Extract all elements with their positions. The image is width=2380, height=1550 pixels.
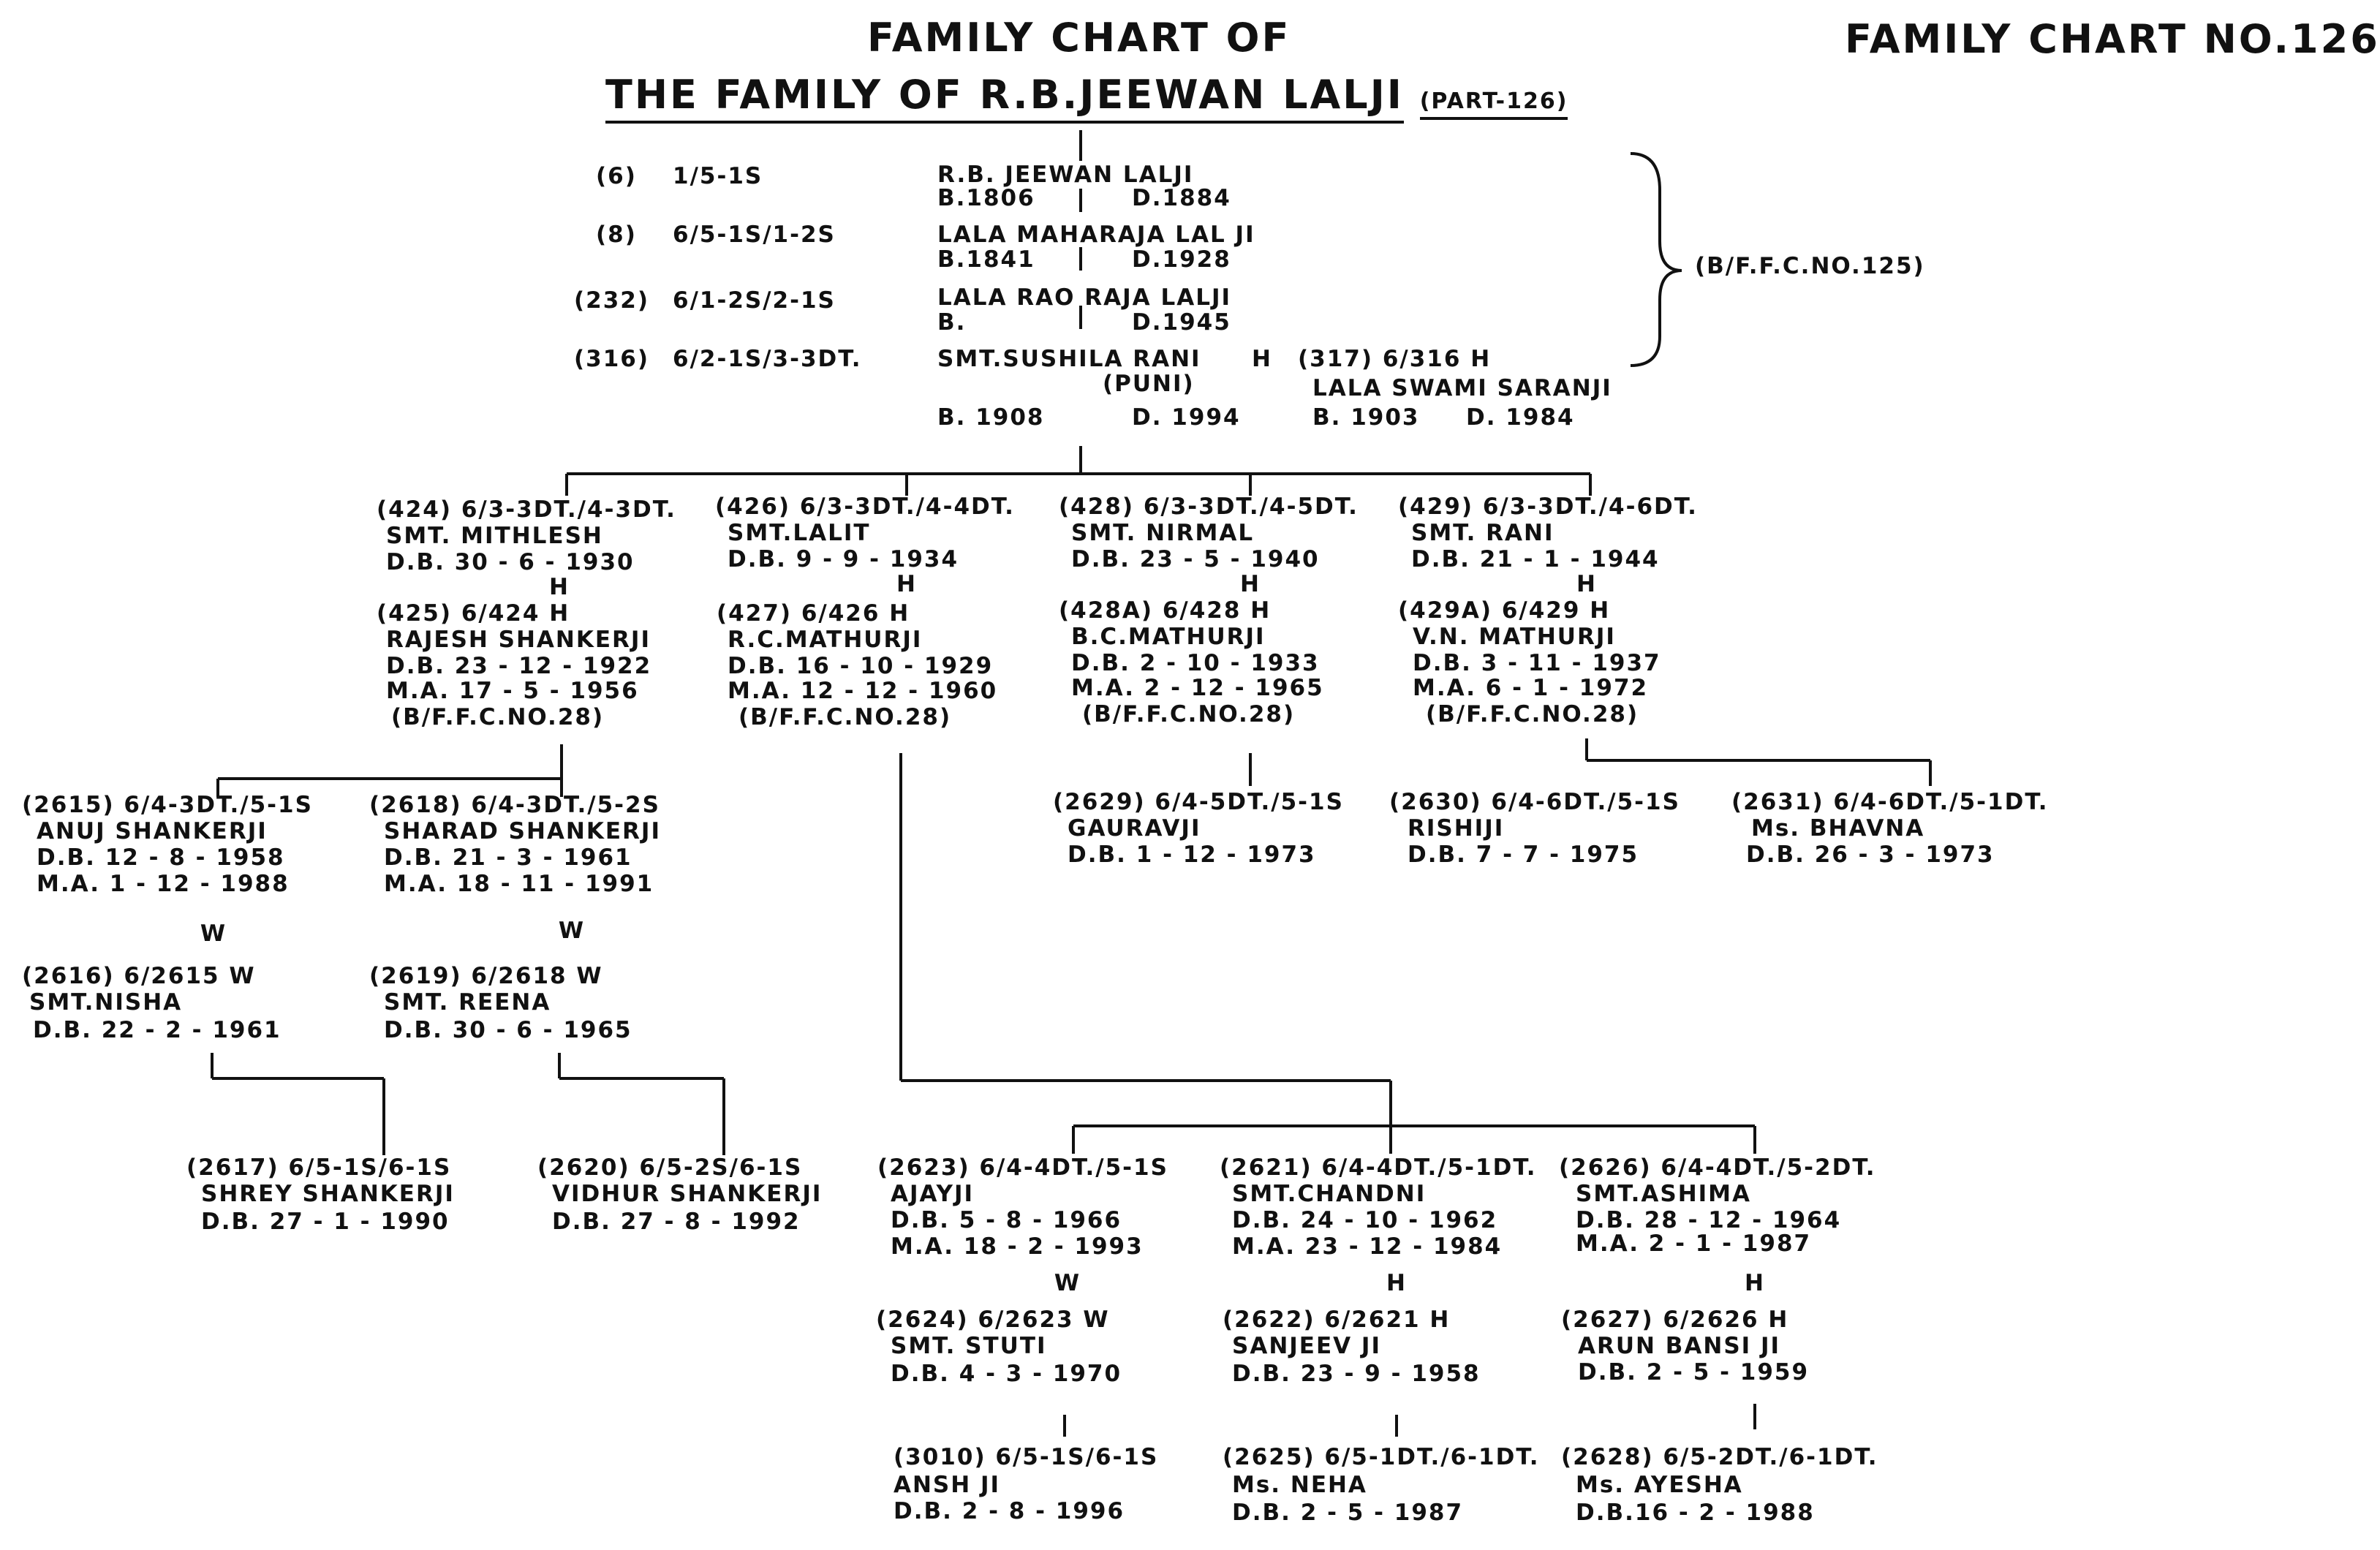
person-name: SMT. NIRMAL bbox=[1071, 520, 1255, 546]
person-ref: (429) 6/3-3DT./4-6DT. bbox=[1398, 494, 1698, 520]
person-name: SMT.LALIT bbox=[728, 520, 871, 546]
person-dob: D.B.16 - 2 - 1988 bbox=[1576, 1500, 1815, 1526]
person-name: R.B. JEEWAN LALJI bbox=[937, 162, 1194, 188]
person-name: SMT. MITHLESH bbox=[386, 523, 603, 549]
person-dob: D.B. 12 - 8 - 1958 bbox=[37, 844, 285, 871]
spouse-dob: D.B. 22 - 2 - 1961 bbox=[33, 1017, 282, 1043]
spouse-name: SMT. REENA bbox=[384, 989, 551, 1016]
person-died: D.1945 bbox=[1132, 309, 1231, 336]
person-name: RISHIJI bbox=[1408, 815, 1505, 842]
person-marriage: M.A. 2 - 1 - 1987 bbox=[1576, 1230, 1812, 1257]
person-ref: (2631) 6/4-6DT./5-1DT. bbox=[1731, 789, 2049, 815]
person-marriage: M.A. 1 - 12 - 1988 bbox=[37, 871, 290, 897]
person-marriage: M.A. 18 - 2 - 1993 bbox=[891, 1233, 1144, 1260]
spouse-ref: (2616) 6/2615 W bbox=[22, 963, 256, 989]
wife-link: W bbox=[1054, 1270, 1081, 1296]
person-name: SHARAD SHANKERJI bbox=[384, 818, 661, 844]
person-ref: (2617) 6/5-1S/6-1S bbox=[186, 1154, 452, 1181]
spouse-dob: D.B. 30 - 6 - 1965 bbox=[384, 1017, 632, 1043]
spouse-born: B. 1903 bbox=[1312, 404, 1420, 431]
spouse-name: V.N. MATHURJI bbox=[1413, 624, 1616, 650]
spouse-ref: (2627) 6/2626 H bbox=[1561, 1307, 1789, 1333]
spouse-family-ref: (B/F.F.C.NO.28) bbox=[391, 704, 605, 730]
person-dob: D.B. 7 - 7 - 1975 bbox=[1408, 842, 1639, 868]
person-dob: D.B. 2 - 5 - 1987 bbox=[1232, 1500, 1464, 1526]
person-ref: (2623) 6/4-4DT./5-1S bbox=[877, 1154, 1168, 1181]
person-dob: D.B. 1 - 12 - 1973 bbox=[1068, 842, 1316, 868]
spouse-marriage: M.A. 17 - 5 - 1956 bbox=[386, 678, 639, 704]
person-dob: D.B. 30 - 6 - 1930 bbox=[386, 549, 635, 575]
person-died: D. 1994 bbox=[1132, 404, 1241, 431]
person-ref: (2629) 6/4-5DT./5-1S bbox=[1053, 789, 1344, 815]
person-born: B.1841 bbox=[937, 246, 1035, 273]
subtitle-text: THE FAMILY OF R.B.JEEWAN LALJI bbox=[605, 72, 1404, 124]
spouse-name: SMT.NISHA bbox=[29, 989, 183, 1016]
person-dob: D.B. 28 - 12 - 1964 bbox=[1576, 1207, 1842, 1233]
spouse-ref: (2624) 6/2623 W bbox=[876, 1307, 1110, 1333]
person-ref: (424) 6/3-3DT./4-3DT. bbox=[377, 496, 676, 523]
person-dob: D.B. 21 - 1 - 1944 bbox=[1411, 546, 1660, 572]
spouse-ref: (2622) 6/2621 H bbox=[1223, 1307, 1451, 1333]
person-name: GAURAVJI bbox=[1068, 815, 1201, 842]
husband-link: H bbox=[1386, 1270, 1407, 1296]
ancestor-ref-code: 6/2-1S/3-3DT. bbox=[673, 346, 862, 372]
ancestor-ref-id: (6) bbox=[596, 163, 637, 189]
spouse-family-ref: (B/F.F.C.NO.28) bbox=[1426, 701, 1639, 727]
wife-link: W bbox=[558, 918, 586, 944]
person-dob: D.B. 9 - 9 - 1934 bbox=[728, 546, 959, 572]
spouse-marriage: M.A. 2 - 12 - 1965 bbox=[1071, 675, 1324, 701]
person-ref: (2625) 6/5-1DT./6-1DT. bbox=[1223, 1444, 1540, 1470]
person-ref: (2618) 6/4-3DT./5-2S bbox=[369, 792, 660, 818]
person-dob: D.B. 5 - 8 - 1966 bbox=[891, 1207, 1122, 1233]
person-name: Ms. AYESHA bbox=[1576, 1472, 1743, 1498]
ancestor-ref-id: (232) bbox=[574, 287, 650, 314]
husband-link: H bbox=[1576, 571, 1597, 597]
person-name: Ms. BHAVNA bbox=[1751, 815, 1925, 842]
spouse-family-ref: (B/F.F.C.NO.28) bbox=[738, 704, 952, 730]
husband-link: H bbox=[549, 574, 570, 600]
person-born: B. 1908 bbox=[937, 404, 1045, 431]
person-dob: D.B. 23 - 5 - 1940 bbox=[1071, 546, 1320, 572]
person-ref: (3010) 6/5-1S/6-1S bbox=[894, 1444, 1159, 1470]
person-name: AJAYJI bbox=[891, 1181, 975, 1207]
spouse-ref: (427) 6/426 H bbox=[717, 600, 910, 627]
ancestor-ref-id: (316) bbox=[574, 346, 650, 372]
spouse-name: R.C.MATHURJI bbox=[728, 627, 923, 653]
person-died: D.1884 bbox=[1132, 185, 1231, 211]
spouse-name: B.C.MATHURJI bbox=[1071, 624, 1266, 650]
spouse-name: SMT. STUTI bbox=[891, 1333, 1047, 1359]
person-name: SMT. RANI bbox=[1411, 520, 1554, 546]
husband-link: H bbox=[896, 571, 917, 597]
spouse-name: ARUN BANSI JI bbox=[1578, 1333, 1781, 1359]
spouse-family-ref: (B/F.F.C.NO.28) bbox=[1082, 701, 1296, 727]
person-name: SMT.SUSHILA RANI bbox=[937, 346, 1201, 372]
person-name: ANSH JI bbox=[894, 1472, 1001, 1498]
person-ref: (2626) 6/4-4DT./5-2DT. bbox=[1559, 1154, 1876, 1181]
part-label: (PART-126) bbox=[1420, 88, 1568, 120]
husband-marker: H bbox=[1252, 346, 1272, 372]
person-dob: D.B. 26 - 3 - 1973 bbox=[1746, 842, 1995, 868]
ancestor-ref-code: 6/5-1S/1-2S bbox=[673, 222, 836, 248]
spouse-marriage: M.A. 6 - 1 - 1972 bbox=[1413, 675, 1649, 701]
spouse-dob: D.B. 23 - 9 - 1958 bbox=[1232, 1361, 1481, 1387]
person-born: B.1806 bbox=[937, 185, 1035, 211]
spouse-dob: D.B. 2 - 5 - 1959 bbox=[1578, 1359, 1810, 1385]
person-dob: D.B. 27 - 8 - 1992 bbox=[552, 1209, 801, 1235]
person-ref: (426) 6/3-3DT./4-4DT. bbox=[715, 494, 1015, 520]
person-name: SMT.CHANDNI bbox=[1232, 1181, 1427, 1207]
chart-number: FAMILY CHART NO.126 bbox=[1845, 16, 2380, 62]
spouse-ref: (429A) 6/429 H bbox=[1398, 597, 1611, 624]
person-dob: D.B. 2 - 8 - 1996 bbox=[894, 1498, 1125, 1524]
person-name: Ms. NEHA bbox=[1232, 1472, 1367, 1498]
person-ref: (2630) 6/4-6DT./5-1S bbox=[1389, 789, 1680, 815]
person-ref: (2621) 6/4-4DT./5-1DT. bbox=[1220, 1154, 1537, 1181]
person-died: D.1928 bbox=[1132, 246, 1231, 273]
person-name: LALA MAHARAJA LAL JI bbox=[937, 222, 1255, 248]
person-name: ANUJ SHANKERJI bbox=[37, 818, 268, 844]
person-name: SMT.ASHIMA bbox=[1576, 1181, 1752, 1207]
spouse-name: LALA SWAMI SARANJI bbox=[1312, 375, 1612, 401]
ancestor-ref-id: (8) bbox=[596, 222, 637, 248]
husband-link: H bbox=[1240, 571, 1261, 597]
spouse-died: D. 1984 bbox=[1466, 404, 1575, 431]
page-title: FAMILY CHART OF bbox=[867, 15, 1291, 61]
spouse-ref: (2619) 6/2618 W bbox=[369, 963, 603, 989]
person-ref: (2615) 6/4-3DT./5-1S bbox=[22, 792, 313, 818]
spouse-dob: D.B. 3 - 11 - 1937 bbox=[1413, 650, 1661, 676]
ancestor-ref-code: 6/1-2S/2-1S bbox=[673, 287, 836, 314]
spouse-dob: D.B. 16 - 10 - 1929 bbox=[728, 653, 994, 679]
spouse-dob: D.B. 4 - 3 - 1970 bbox=[891, 1361, 1122, 1387]
spouse-ref: (428A) 6/428 H bbox=[1059, 597, 1272, 624]
person-ref: (428) 6/3-3DT./4-5DT. bbox=[1059, 494, 1359, 520]
husband-link: H bbox=[1745, 1270, 1765, 1296]
wife-link: W bbox=[200, 920, 227, 947]
person-marriage: M.A. 23 - 12 - 1984 bbox=[1232, 1233, 1503, 1260]
person-dob: D.B. 27 - 1 - 1990 bbox=[201, 1209, 450, 1235]
person-dob: D.B. 24 - 10 - 1962 bbox=[1232, 1207, 1498, 1233]
ancestor-ref-code: 1/5-1S bbox=[673, 163, 763, 189]
person-name: LALA RAO RAJA LALJI bbox=[937, 284, 1232, 311]
ancestor-bracket bbox=[1631, 154, 1682, 366]
spouse-ref: (425) 6/424 H bbox=[377, 600, 570, 627]
person-dob: D.B. 21 - 3 - 1961 bbox=[384, 844, 632, 871]
spouse-ref: (317) 6/316 H bbox=[1298, 346, 1492, 372]
spouse-name: RAJESH SHANKERJI bbox=[386, 627, 651, 653]
person-ref: (2620) 6/5-2S/6-1S bbox=[537, 1154, 803, 1181]
spouse-dob: D.B. 2 - 10 - 1933 bbox=[1071, 650, 1320, 676]
person-name: VIDHUR SHANKERJI bbox=[552, 1181, 823, 1207]
spouse-dob: D.B. 23 - 12 - 1922 bbox=[386, 653, 652, 679]
person-born: B. bbox=[937, 309, 967, 336]
spouse-marriage: M.A. 12 - 12 - 1960 bbox=[728, 678, 998, 704]
person-name: SHREY SHANKERJI bbox=[201, 1181, 455, 1207]
spouse-name: SANJEEV JI bbox=[1232, 1333, 1382, 1359]
bracket-reference: (B/F.F.C.NO.125) bbox=[1695, 253, 1925, 279]
person-alias: (PUNI) bbox=[1103, 371, 1195, 397]
person-ref: (2628) 6/5-2DT./6-1DT. bbox=[1561, 1444, 1878, 1470]
person-marriage: M.A. 18 - 11 - 1991 bbox=[384, 871, 654, 897]
page-subtitle bbox=[605, 72, 1568, 118]
